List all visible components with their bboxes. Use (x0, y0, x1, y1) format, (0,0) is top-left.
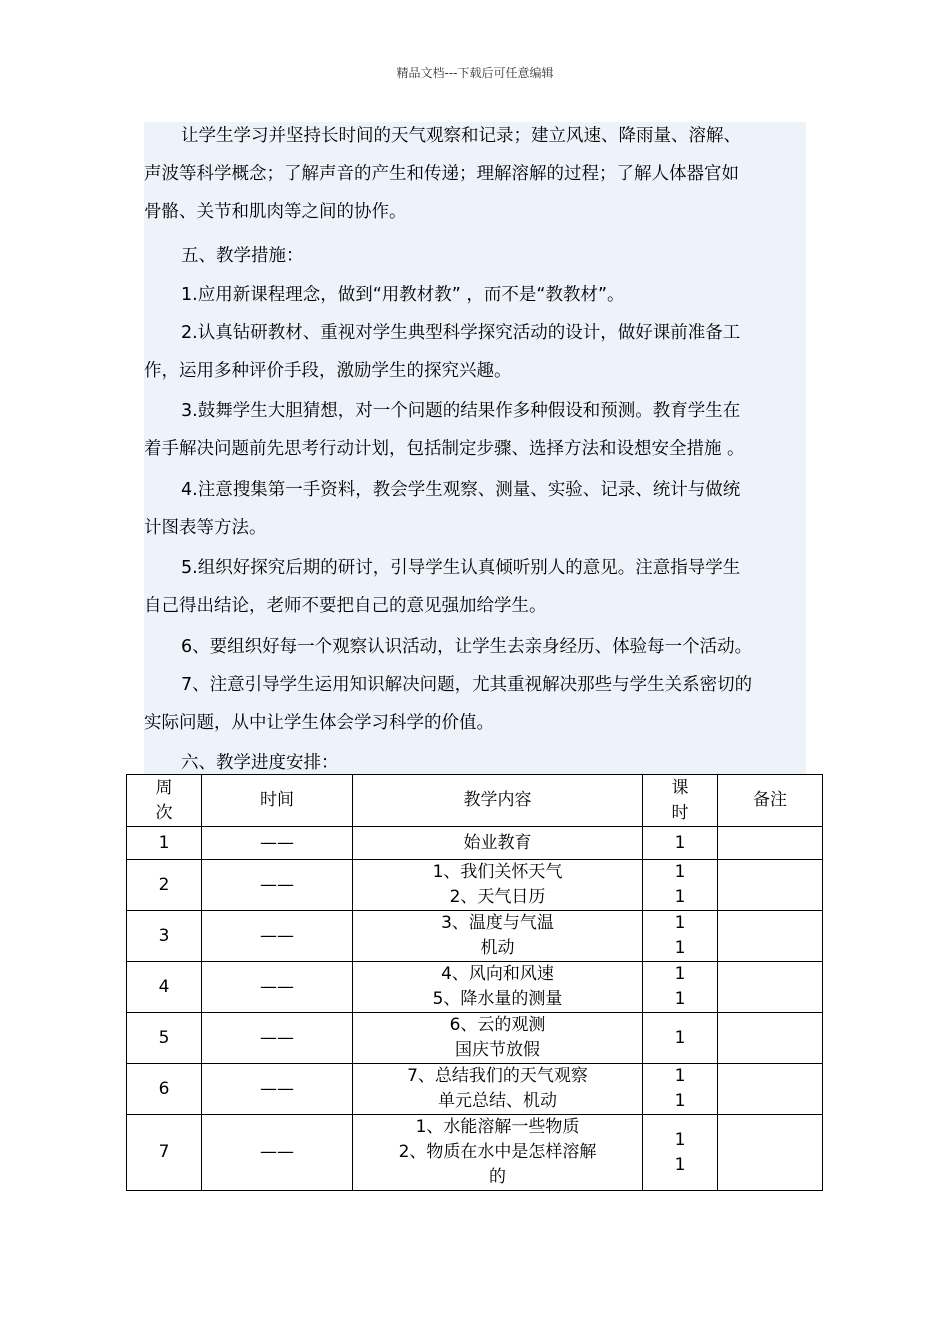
cell-content: 7、总结我们的天气观察 单元总结、机动 (353, 1064, 643, 1115)
cell-notes (718, 911, 823, 962)
header-content: 教学内容 (353, 775, 643, 827)
cell-hours: 1 1 (643, 1064, 718, 1115)
text-line: 5.组织好探究后期的研讨，引导学生认真倾听别人的意见。注意指导学生 (181, 558, 741, 578)
schedule-table (126, 774, 823, 1191)
cell-hours: 1 1 (643, 911, 718, 962)
cell-time: —— (202, 962, 353, 1013)
cell-week: 5 (127, 1013, 202, 1064)
cell-notes (718, 827, 823, 860)
cell-content: 1、我们关怀天气 2、天气日历 (353, 860, 643, 911)
cell-week: 1 (127, 827, 202, 860)
text-line: 3.鼓舞学生大胆猜想，对一个问题的结果作多种假设和预测。教育学生在 (181, 401, 741, 421)
table-row (127, 911, 823, 962)
cell-hours: 1 (643, 827, 718, 860)
cell-time: —— (202, 1115, 353, 1191)
measure-5 (144, 549, 806, 625)
cell-content: 始业教育 (353, 827, 643, 860)
measure-7 (144, 666, 806, 742)
cell-content: 4、风向和风速 5、降水量的测量 (353, 962, 643, 1013)
text-line: 六、教学进度安排： (181, 753, 339, 773)
table-row (127, 1013, 823, 1064)
text-line: 实际问题，从中让学生体会学习科学的价值。 (144, 713, 494, 733)
table-row (127, 962, 823, 1013)
cell-time: —— (202, 1013, 353, 1064)
cell-hours: 1 1 (643, 1115, 718, 1191)
cell-time: —— (202, 860, 353, 911)
cell-hours: 1 (643, 1013, 718, 1064)
section-heading-measures (144, 237, 806, 275)
header-hours: 课 时 (643, 775, 718, 827)
cell-time: —— (202, 827, 353, 860)
measure-1 (144, 276, 806, 314)
text-line: 4.注意搜集第一手资料，教会学生观察、测量、实验、记录、统计与做统 (181, 480, 741, 500)
measure-2 (144, 314, 806, 390)
text-line: 计图表等方法。 (144, 518, 267, 538)
header-time: 时间 (202, 775, 353, 827)
page-header: 精品文档---下载后可任意编辑 (396, 66, 554, 80)
text-line: 让学生学习并坚持长时间的天气观察和记录；建立风速、降雨量、溶解、 (181, 126, 741, 146)
cell-week: 4 (127, 962, 202, 1013)
text-line: 7、注意引导学生运用知识解决问题，尤其重视解决那些与学生关系密切的 (181, 675, 753, 695)
cell-week: 6 (127, 1064, 202, 1115)
paragraph-objectives (144, 117, 806, 231)
cell-notes (718, 1064, 823, 1115)
text-line: 2.认真钻研教材、重视对学生典型科学探究活动的设计，做好课前准备工 (181, 323, 741, 343)
cell-hours: 1 1 (643, 860, 718, 911)
cell-notes (718, 1115, 823, 1191)
text-line: 着手解决问题前先思考行动计划，包括制定步骤、选择方法和设想安全措施 。 (144, 439, 745, 459)
cell-week: 7 (127, 1115, 202, 1191)
text-line: 声波等科学概念；了解声音的产生和传递；理解溶解的过程；了解人体器官如 (144, 164, 739, 184)
measure-4 (144, 471, 806, 547)
text-line: 五、教学措施： (181, 246, 304, 266)
text-line: 作，运用多种评价手段，激励学生的探究兴趣。 (144, 361, 512, 381)
text-line: 自己得出结论，老师不要把自己的意见强加给学生。 (144, 596, 547, 616)
cell-content: 3、温度与气温 机动 (353, 911, 643, 962)
cell-notes (718, 860, 823, 911)
table-row (127, 860, 823, 911)
cell-content: 6、云的观测 国庆节放假 (353, 1013, 643, 1064)
cell-notes (718, 962, 823, 1013)
text-line: 6、要组织好每一个观察认识活动，让学生去亲身经历、体验每一个活动。 (181, 637, 753, 657)
table-row (127, 1115, 823, 1191)
measure-6 (144, 628, 806, 666)
table-row (127, 827, 823, 860)
table-header-row (127, 775, 823, 827)
cell-hours: 1 1 (643, 962, 718, 1013)
cell-content: 1、水能溶解一些物质 2、物质在水中是怎样溶解 的 (353, 1115, 643, 1191)
cell-notes (718, 1013, 823, 1064)
cell-week: 3 (127, 911, 202, 962)
cell-week: 2 (127, 860, 202, 911)
header-notes: 备注 (718, 775, 823, 827)
cell-time: —— (202, 1064, 353, 1115)
text-line: 骨骼、关节和肌肉等之间的协作。 (144, 202, 407, 222)
header-week: 周 次 (127, 775, 202, 827)
table-row (127, 1064, 823, 1115)
cell-time: —— (202, 911, 353, 962)
measure-3 (144, 392, 806, 468)
text-line: 1.应用新课程理念，做到“用教材教” ，而不是“教教材”。 (181, 285, 625, 305)
